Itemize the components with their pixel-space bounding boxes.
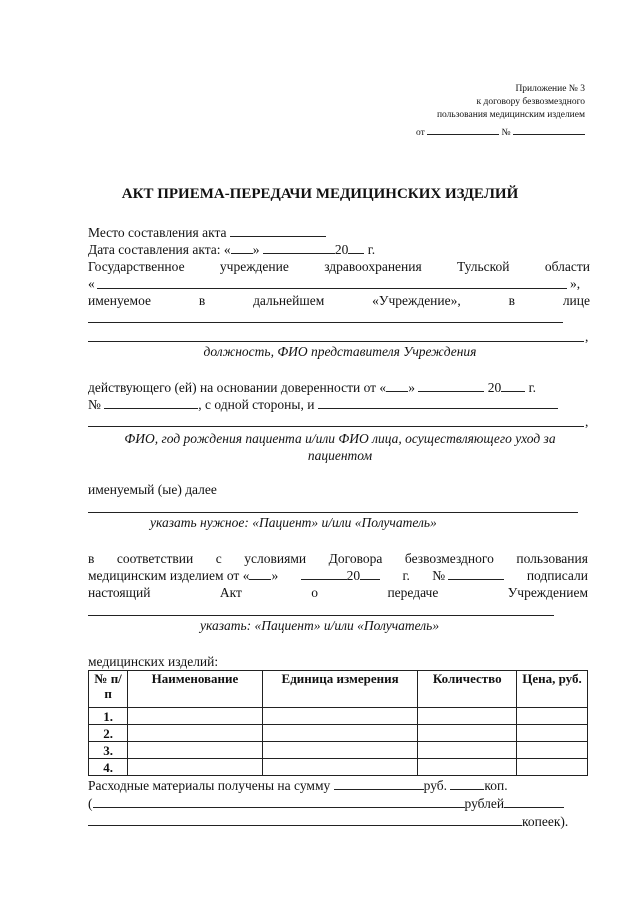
date-year-blank[interactable] — [348, 241, 364, 254]
cell-price[interactable] — [516, 708, 587, 725]
med-from: медицинским изделием от « — [88, 568, 250, 583]
named-word: в — [198, 293, 206, 308]
hint-recipient: указать нужное: «Пациент» и/или «Получатель» — [150, 515, 437, 530]
items-label: медицинских изделий: — [88, 654, 219, 669]
table-row — [89, 725, 588, 742]
cell-quantity[interactable] — [418, 742, 517, 759]
inst-word: области — [544, 259, 590, 274]
signed: подписали — [526, 568, 588, 583]
col-header-quantity: Количество — [418, 671, 517, 708]
act-word: о — [311, 585, 319, 600]
hint-patient — [70, 430, 610, 464]
accordance-line — [88, 550, 588, 567]
med-g: г. — [402, 568, 410, 583]
date-g: г. — [367, 242, 376, 257]
cell-name[interactable] — [128, 708, 263, 725]
number-line — [88, 396, 558, 413]
cell-quantity[interactable] — [418, 759, 517, 776]
date-day-blank[interactable] — [231, 241, 253, 254]
table-row — [89, 708, 588, 725]
sum-rub-blank[interactable] — [334, 777, 424, 790]
consumables-label: Расходные материалы получены на сумму — [88, 778, 331, 793]
table-row — [89, 759, 588, 776]
appendix-num: № — [501, 128, 511, 138]
cell-name[interactable] — [128, 742, 263, 759]
named-word: лице — [562, 293, 590, 308]
patient-name-blank-2[interactable] — [88, 426, 584, 427]
appendix-block — [385, 83, 585, 140]
row-number: 2. — [89, 725, 128, 742]
accord-word: соответствии — [116, 551, 194, 566]
place-line — [88, 224, 326, 241]
med-quote: » — [271, 568, 279, 583]
named-word: именуемое — [88, 293, 151, 308]
inst-word: Тульской — [457, 259, 510, 274]
acting-year-blank[interactable] — [501, 379, 525, 392]
acting-quote: » — [408, 380, 415, 395]
act-line — [88, 584, 588, 601]
act-word: Учреждением — [507, 585, 588, 600]
accord-word: с — [215, 551, 222, 566]
date-quote: » — [252, 242, 260, 257]
row-number: 1. — [89, 708, 128, 725]
named-line — [88, 292, 590, 309]
cell-name[interactable] — [128, 759, 263, 776]
acting-year: 20 — [487, 380, 502, 395]
cell-unit[interactable] — [262, 725, 418, 742]
recipient-blank[interactable] — [88, 512, 578, 513]
patient-name-blank-1[interactable] — [318, 396, 558, 409]
kopecks-line — [88, 813, 568, 830]
accord-word: пользования — [516, 551, 588, 566]
quote-close: », — [570, 276, 581, 291]
inst-word: Государственное — [88, 259, 185, 274]
acting-g: г. — [528, 380, 536, 395]
date-line — [88, 241, 375, 258]
act-word: передаче — [387, 585, 439, 600]
kopecks-label: копеек). — [522, 814, 569, 829]
inst-word: здравоохранения — [324, 259, 422, 274]
med-year-group — [301, 567, 381, 584]
one-side: , с одной стороны, и — [198, 397, 315, 412]
med-year-blank[interactable] — [360, 567, 380, 580]
cell-name[interactable] — [128, 725, 263, 742]
open-paren: ( — [88, 796, 93, 811]
named-word: «Учреждение», — [372, 293, 461, 308]
cell-quantity[interactable] — [418, 708, 517, 725]
doc-number-blank[interactable] — [104, 396, 198, 409]
items-table — [88, 670, 588, 776]
representative-blank-2[interactable] — [88, 341, 584, 342]
table-header-row — [89, 671, 588, 708]
cell-price[interactable] — [516, 742, 587, 759]
hint-patient-line1: ФИО, год рождения пациента и/или ФИО лица, осуществляющего уход за — [124, 431, 556, 446]
institution-name-blank[interactable] — [97, 288, 567, 289]
recipient-blank-2[interactable] — [88, 615, 554, 616]
cell-quantity[interactable] — [418, 725, 517, 742]
col-header-price: Цена, руб. — [516, 671, 587, 708]
med-from-group — [88, 567, 278, 584]
patient-comma: , — [585, 414, 589, 429]
appendix-line1: Приложение № 3 — [515, 84, 585, 94]
row-number: 3. — [89, 742, 128, 759]
acting-prefix: действующего (ей) на основании доверенности от « — [88, 380, 387, 395]
acting-day-blank[interactable] — [386, 379, 408, 392]
appendix-line3: пользования медицинским изделием — [436, 110, 585, 120]
appendix-num-blank[interactable] — [513, 122, 585, 135]
rub-label: руб. — [423, 778, 448, 793]
table-row — [89, 742, 588, 759]
cell-unit[interactable] — [262, 742, 418, 759]
appendix-ref — [385, 122, 585, 140]
med-month-blank[interactable] — [301, 567, 347, 580]
named-further: именуемый (ые) далее — [88, 482, 217, 497]
sum-words-line — [88, 795, 564, 812]
quote-open: « — [88, 276, 95, 291]
col-header-name: Наименование — [128, 671, 263, 708]
date-prefix: Дата составления акта: « — [88, 242, 231, 257]
med-num-blank[interactable] — [448, 567, 504, 580]
document-title: АКТ ПРИЕМА-ПЕРЕДАЧИ МЕДИЦИНСКИХ ИЗДЕЛИЙ — [121, 186, 519, 202]
kop-label: коп. — [484, 778, 508, 793]
place-blank[interactable] — [230, 224, 326, 237]
date-year: 20 — [334, 242, 349, 257]
rep-comma: , — [585, 329, 589, 344]
consumables-line — [88, 777, 508, 794]
place-label: Место составления акта — [88, 225, 227, 240]
hint-recipient-2: указать: «Пациент» и/или «Получатель» — [200, 618, 440, 633]
rubles-label: рублей — [464, 796, 505, 811]
med-num-group — [432, 567, 504, 584]
representative-blank-1[interactable] — [88, 322, 563, 323]
date-month-blank[interactable] — [263, 241, 335, 254]
med-day-blank[interactable] — [249, 567, 271, 580]
accord-word: безвозмездного — [404, 551, 494, 566]
cell-unit[interactable] — [262, 708, 418, 725]
accord-word: условиями — [244, 551, 307, 566]
inst-word: учреждение — [219, 259, 289, 274]
kopecks-blank-1[interactable] — [504, 795, 564, 808]
med-num: № — [432, 568, 446, 583]
act-word: настоящий — [88, 585, 151, 600]
accord-word: Договора — [328, 551, 383, 566]
no-sign: № — [88, 397, 101, 412]
named-word: дальнейшем — [253, 293, 325, 308]
cell-price[interactable] — [516, 725, 587, 742]
hint-patient-line2: пациентом — [307, 448, 373, 463]
kopecks-blank-2[interactable] — [88, 813, 522, 826]
acting-month-blank[interactable] — [418, 379, 484, 392]
named-word: в — [508, 293, 515, 308]
sum-words-blank[interactable] — [93, 795, 465, 808]
acting-line — [88, 379, 536, 396]
med-year: 20 — [346, 568, 361, 583]
accord-word: в — [88, 551, 95, 566]
med-device-line — [88, 567, 588, 584]
col-header-unit: Единица измерения — [262, 671, 418, 708]
sum-kop-blank[interactable] — [450, 777, 484, 790]
institution-line — [88, 258, 590, 275]
appendix-line2: к договору безвозмездного — [476, 97, 585, 107]
cell-price[interactable] — [516, 759, 587, 776]
hint-representative: должность, ФИО представителя Учреждения — [203, 344, 477, 359]
appendix-from: от — [416, 128, 425, 138]
act-word: Акт — [219, 585, 242, 600]
cell-unit[interactable] — [262, 759, 418, 776]
col-header-number: № п/п — [89, 671, 128, 708]
appendix-date-blank[interactable] — [427, 122, 499, 135]
row-number: 4. — [89, 759, 128, 776]
